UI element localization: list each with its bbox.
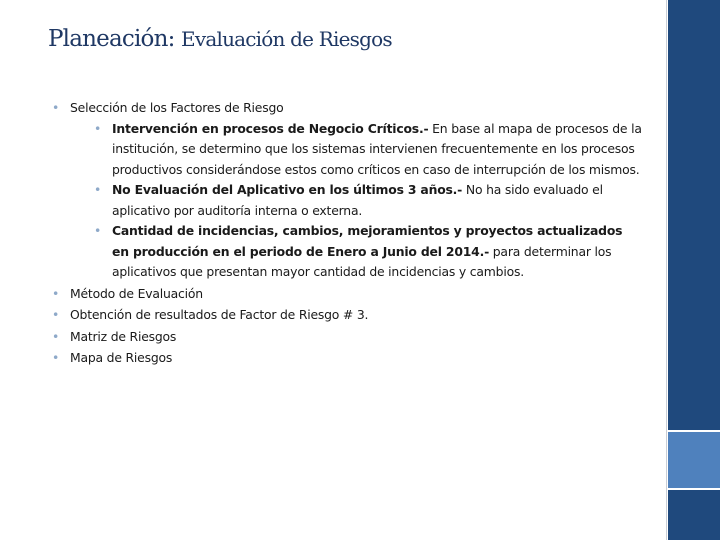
bullet-item-mapa xyxy=(52,347,642,369)
title-rest: Evaluación de Riesgos xyxy=(181,27,392,51)
bullet-text: Matriz de Riesgos xyxy=(70,328,177,344)
sub-bullet-item-no-evaluacion xyxy=(94,180,642,221)
bullet-text: Método de Evaluación xyxy=(70,285,203,301)
sub-bullet-text: No ha sido evaluado el aplicativo por auditoría interna o externa. xyxy=(112,182,603,218)
bullet-icon: • xyxy=(52,285,60,301)
sub-bullet-text: En base al mapa de procesos de la institución, se determino que los sistemas intervienen frecuentemente en los procesos productivos considerándose estos como críticos en caso de interrupción de los mismos. xyxy=(112,120,642,177)
bullet-item-metodo xyxy=(52,283,642,305)
sidebar-panel-top xyxy=(668,0,720,430)
bullet-icon: • xyxy=(52,328,60,344)
sidebar-divider xyxy=(666,0,667,540)
bullet-icon: • xyxy=(52,350,60,365)
bullet-list xyxy=(52,97,642,369)
sidebar-panel-accent xyxy=(668,432,720,488)
bullet-icon: • xyxy=(94,120,102,136)
sidebar-panel-bottom xyxy=(668,490,720,540)
sub-bullet-heading: Cantidad de incidencias, cambios, mejoramientos y proyectos actualizados en producción en el periodo de Enero a Junio del 2014.- xyxy=(112,223,623,259)
bullet-item-matriz xyxy=(52,326,642,348)
bullet-icon: • xyxy=(52,307,60,322)
sub-bullet-list xyxy=(94,119,642,283)
slide-title xyxy=(48,26,392,52)
bullet-icon: • xyxy=(94,223,102,238)
bullet-text: Obtención de resultados de Factor de Riesgo # 3. xyxy=(70,307,369,322)
bullet-icon: • xyxy=(94,182,102,197)
sub-bullet-item-cantidad xyxy=(94,221,642,283)
title-main: Planeación: xyxy=(48,26,175,52)
bullet-item-obtencion xyxy=(52,304,642,326)
bullet-icon: • xyxy=(52,100,60,115)
decorative-sidebar xyxy=(666,0,720,540)
sub-bullet-text: para determinar los aplicativos que presentan mayor cantidad de incidencias y cambios. xyxy=(112,243,612,279)
sub-bullet-heading: No Evaluación del Aplicativo en los últimos 3 años.- xyxy=(112,182,463,197)
sub-bullet-item-intervencion xyxy=(94,119,642,181)
content-body xyxy=(52,97,642,369)
sub-bullet-heading: Intervención en procesos de Negocio Críticos.- xyxy=(112,120,429,136)
bullet-item-factores xyxy=(52,97,642,283)
bullet-text: Mapa de Riesgos xyxy=(70,350,173,365)
bullet-text: Selección de los Factores de Riesgo xyxy=(70,100,284,115)
